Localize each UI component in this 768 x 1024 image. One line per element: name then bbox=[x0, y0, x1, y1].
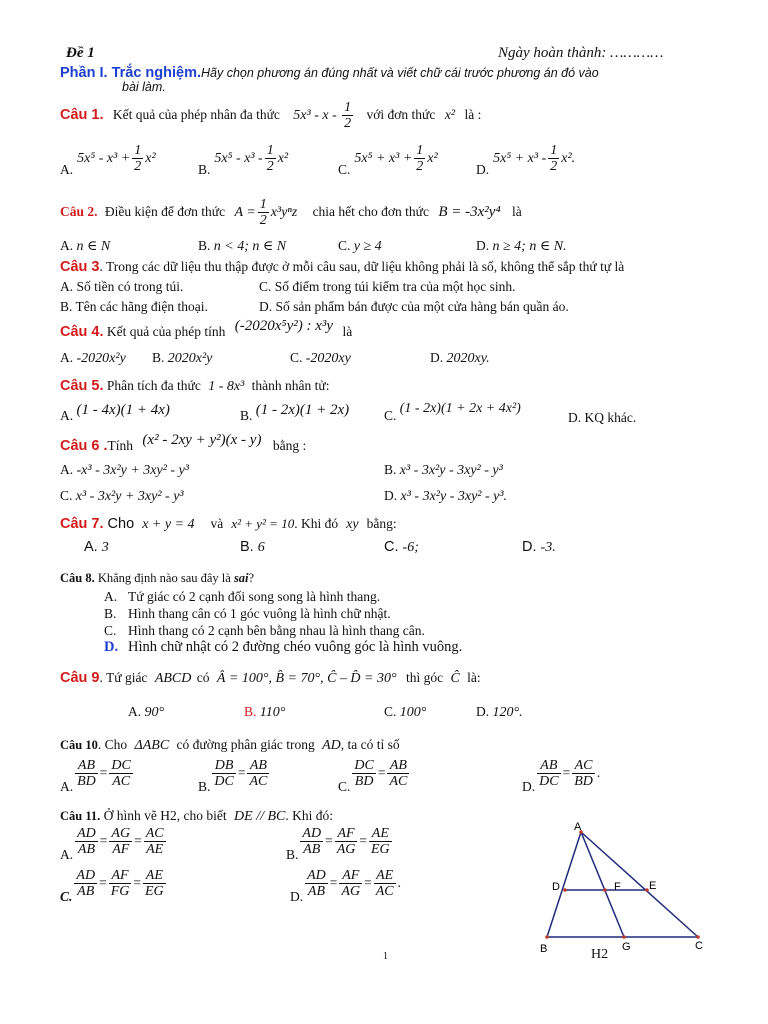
q10-expr1: ΔABC bbox=[134, 738, 170, 753]
point-f bbox=[603, 888, 607, 892]
q5-option-c[interactable]: C. (1 - 2x)(1 + 2x + 4x²) bbox=[384, 401, 521, 423]
q7-expr2: x² + y² = 10 bbox=[231, 516, 295, 531]
q3-text: . Trong các dữ liệu thu thập được ở mỗi câu sau, dữ liệu không phải là số, không thể sắp thứ tự là bbox=[99, 259, 625, 274]
q8-emph: sai bbox=[233, 571, 249, 585]
q2-label: Câu 2. bbox=[60, 203, 98, 219]
q6-option-c[interactable]: C. x³ - 3x²y + 3xy² - y³ bbox=[60, 488, 184, 504]
q9-option-a[interactable]: A. 90° bbox=[128, 704, 165, 720]
q9-expr1: ABCD bbox=[154, 671, 192, 686]
q8-option-d[interactable]: D. Hình chữ nhật có 2 đường chéo vuông góc là hình vuông. bbox=[104, 639, 463, 655]
q4-label: Câu 4. bbox=[60, 324, 104, 340]
q9-option-d[interactable]: D. 120°. bbox=[476, 704, 523, 720]
q6-text-a: Tính bbox=[107, 438, 134, 453]
q5-option-b[interactable]: B. (1 - 2x)(1 + 2x) bbox=[240, 402, 350, 423]
q6-expr: (x² - 2xy + y²)(x - y) bbox=[142, 432, 262, 448]
q1-frac: $\frac{1}{2}$ bbox=[344, 100, 352, 132]
label-e: E bbox=[649, 880, 657, 892]
q1-option-d[interactable]: D.5x⁵ + x³ - $\frac{1}{2}$ x². bbox=[476, 143, 576, 177]
q3-option-d[interactable]: D. Số sản phẩm bán được của một cửa hàng bán quần áo. bbox=[259, 299, 569, 314]
q8-text-b: ? bbox=[248, 571, 255, 585]
q9-option-b[interactable]: B. 110° bbox=[244, 704, 286, 720]
question-6 bbox=[60, 432, 307, 455]
q1-text-a: Kết quả của phép nhân đa thức bbox=[112, 106, 280, 122]
q6-text-b: bằng : bbox=[272, 438, 307, 453]
point-c bbox=[696, 935, 700, 939]
q7-text-a: Cho bbox=[107, 516, 135, 532]
q5-label: Câu 5. bbox=[60, 378, 104, 394]
q2-expr-a: A = bbox=[234, 204, 256, 220]
q1-option-a[interactable]: A.5x⁵ - x³ + $\frac{1}{2}$ x² bbox=[60, 143, 156, 177]
q8-option-b[interactable]: B. Hình thang cân có 1 góc vuông là hình chữ nhật. bbox=[104, 606, 391, 621]
question-7 bbox=[60, 516, 397, 533]
q2-option-b[interactable]: B. n < 4; n ∈ N bbox=[198, 238, 287, 254]
q7-label: Câu 7. bbox=[60, 516, 104, 532]
completion-date-label: Ngày hoàn thành: ………… bbox=[498, 45, 664, 61]
q8-label: Câu 8. bbox=[60, 571, 95, 585]
q2-text-c: là bbox=[512, 203, 522, 219]
q10-expr2: AD bbox=[322, 738, 341, 753]
q9-label: Câu 9 bbox=[60, 670, 100, 686]
q3-option-a[interactable]: A. Số tiền có trong túi. bbox=[60, 279, 184, 294]
q7-expr3: xy bbox=[346, 517, 359, 532]
q1-expr: 5x³ - x - bbox=[293, 107, 337, 123]
q4-option-a[interactable]: A. -2020x²y bbox=[60, 350, 126, 366]
q10-option-b[interactable]: B. $\frac{DB}{DC}$ = $\frac{AB}{AC}$ bbox=[198, 758, 268, 794]
label-d: D bbox=[552, 881, 560, 893]
q7-text-d: bằng: bbox=[366, 516, 397, 531]
q1-label: Câu 1. bbox=[60, 106, 104, 123]
q10-option-c[interactable]: C. $\frac{DC}{BD}$ = $\frac{AB}{AC}$ bbox=[338, 758, 408, 794]
q1-option-b[interactable]: B.5x⁵ - x³ - $\frac{1}{2}$ x² bbox=[198, 143, 289, 177]
segment-ac bbox=[581, 832, 698, 937]
q2-option-d[interactable]: D. n ≥ 4; n ∈ N. bbox=[476, 238, 567, 254]
q9-option-c[interactable]: C. 100° bbox=[384, 704, 427, 720]
q6-option-d[interactable]: D. x³ - 3x²y - 3xy² - y³. bbox=[384, 488, 508, 504]
q7-text-b: và bbox=[210, 516, 224, 531]
label-b: B bbox=[540, 943, 548, 955]
label-a: A bbox=[574, 821, 582, 833]
part1-instruction: Hãy chọn phương án đúng nhất và viết chữ cái trước phương án đó vào bbox=[201, 66, 599, 80]
question-11 bbox=[60, 808, 333, 825]
label-f: F bbox=[614, 881, 621, 893]
q7-expr1: x + y = 4 bbox=[142, 517, 195, 532]
q11-option-c[interactable]: C. $\frac{AD}{AB}$ = $\frac{AF}{FG}$ = $\frac{AE}{EG}$ bbox=[60, 868, 164, 904]
q1-text-b: với đơn thức bbox=[366, 106, 436, 122]
q11-text-a: Ở hình vẽ H2, cho biết bbox=[103, 808, 227, 823]
page-title: Đề 1 bbox=[66, 45, 95, 61]
q1-option-c[interactable]: C.5x⁵ + x³ + $\frac{1}{2}$ x² bbox=[338, 143, 438, 177]
q5-text-a: Phân tích đa thức bbox=[106, 378, 201, 393]
q3-option-b[interactable]: B. Tên các hãng điện thoại. bbox=[60, 299, 208, 314]
question-4 bbox=[60, 318, 353, 341]
question-9 bbox=[60, 670, 481, 687]
q6-label: Câu 6 . bbox=[60, 438, 108, 454]
q11-label: Câu 11. bbox=[60, 809, 101, 823]
q2-option-a[interactable]: A. n ∈ N bbox=[60, 238, 111, 254]
q9-text-c: thì góc bbox=[405, 670, 444, 685]
q11-text-b: . Khi đó: bbox=[285, 808, 334, 823]
q3-option-c[interactable]: C. Số điểm trong túi kiểm tra của một học sinh. bbox=[259, 279, 516, 294]
figure-caption: H2 bbox=[591, 947, 609, 962]
q10-text-a: . Cho bbox=[97, 737, 128, 752]
q8-option-a[interactable]: A. Tứ giác có 2 cạnh đối song song là hình thang. bbox=[104, 589, 381, 604]
question-10 bbox=[60, 737, 400, 754]
part1-title: Phần I. Trắc nghiệm. bbox=[60, 65, 202, 81]
q7-option-a[interactable]: A. 3 bbox=[84, 539, 109, 555]
point-b bbox=[545, 935, 549, 939]
q6-option-a[interactable]: A. -x³ - 3x²y + 3xy² - y³ bbox=[60, 462, 190, 478]
q8-option-c[interactable]: C. Hình thang có 2 cạnh bên bằng nhau là hình thang cân. bbox=[104, 623, 425, 638]
part1-instruction-cont: bài làm. bbox=[122, 80, 166, 94]
q4-text-b: là bbox=[342, 324, 353, 339]
q10-option-a[interactable]: A. $\frac{AB}{BD}$ = $\frac{DC}{AC}$ bbox=[60, 758, 131, 794]
question-3 bbox=[60, 259, 624, 276]
q10-text-c: , ta có tỉ số bbox=[340, 737, 400, 752]
q2-option-c[interactable]: C. y ≥ 4 bbox=[338, 238, 382, 254]
label-g: G bbox=[622, 941, 631, 953]
point-g bbox=[622, 935, 626, 939]
question-5 bbox=[60, 378, 329, 395]
q8-text-a: Khẳng định nào sau đây là bbox=[97, 571, 231, 585]
q4-text-a: Kết quả của phép tính bbox=[106, 324, 226, 339]
q7-option-b[interactable]: B. 6 bbox=[240, 539, 265, 555]
q9-text-a: . Tứ giác bbox=[99, 670, 148, 685]
point-d bbox=[563, 888, 567, 892]
q7-option-d[interactable]: D. -3. bbox=[522, 539, 556, 555]
question-8 bbox=[60, 571, 254, 585]
question-2: Câu 2. Điều kiện để đơn thức A = $\frac{1}{2}$ x³yⁿz chia hết cho đơn thức B = -3x²y⁴ là bbox=[60, 197, 522, 229]
q4-option-b[interactable]: B. 2020x²y bbox=[152, 350, 213, 366]
q3-label: Câu 3 bbox=[60, 259, 100, 275]
question-1 bbox=[60, 100, 481, 132]
q10-label: Câu 10 bbox=[60, 738, 98, 752]
q11-option-a[interactable]: A. $\frac{AD}{AB}$ = $\frac{AG}{AF}$ = $\frac{AC}{AE}$ bbox=[60, 826, 164, 862]
q9-text-d: là: bbox=[467, 670, 481, 685]
q1-text-c: là : bbox=[464, 106, 482, 122]
q2-expr-b: B = -3x²y⁴ bbox=[438, 203, 501, 220]
q2-text-a: Điều kiện để đơn thức bbox=[104, 203, 226, 219]
q5-text-b: thành nhân tử: bbox=[251, 378, 330, 393]
label-c: C bbox=[695, 940, 703, 952]
q4-option-d[interactable]: D. 2020xy. bbox=[430, 350, 490, 366]
q5-expr: 1 - 8x³ bbox=[208, 379, 245, 394]
q11-option-d[interactable]: D. $\frac{AD}{AB}$ = $\frac{AF}{AG}$ = $\frac{AE}{AC}$ . bbox=[290, 868, 401, 904]
q5-option-d[interactable]: D. KQ khác. bbox=[568, 410, 637, 425]
q2-text-b: chia hết cho đơn thức bbox=[312, 203, 429, 219]
q4-expr: (-2020x⁵y²) : x³y bbox=[234, 318, 334, 334]
q11-option-b[interactable]: B. $\frac{AD}{AB}$ = $\frac{AF}{AG}$ = $\frac{AE}{EG}$ bbox=[286, 826, 390, 862]
q6-option-b[interactable]: B. x³ - 3x²y - 3xy² - y³ bbox=[384, 462, 503, 478]
q1-monomial: x² bbox=[444, 107, 456, 123]
q10-text-b: có đường phân giác trong bbox=[176, 737, 315, 752]
q7-text-c: . Khi đó bbox=[294, 516, 339, 531]
q11-expr: DE // BC bbox=[234, 809, 286, 824]
q9-text-b: có bbox=[196, 670, 210, 685]
q10-option-d[interactable]: D. $\frac{AB}{DC}$ = $\frac{AC}{BD}$ . bbox=[522, 758, 601, 794]
q9-expr3: Ĉ bbox=[450, 671, 460, 686]
q4-option-c[interactable]: C. -2020xy bbox=[290, 350, 351, 366]
q5-option-a[interactable]: A. (1 - 4x)(1 + 4x) bbox=[60, 402, 170, 423]
page-number: 1 bbox=[383, 951, 388, 962]
q7-option-c[interactable]: C. -6; bbox=[384, 539, 419, 555]
figure-h2 bbox=[540, 818, 720, 964]
q9-expr2: Â = 100°, B̂ = 70°, Ĉ – D̂ = 30° bbox=[216, 671, 397, 686]
